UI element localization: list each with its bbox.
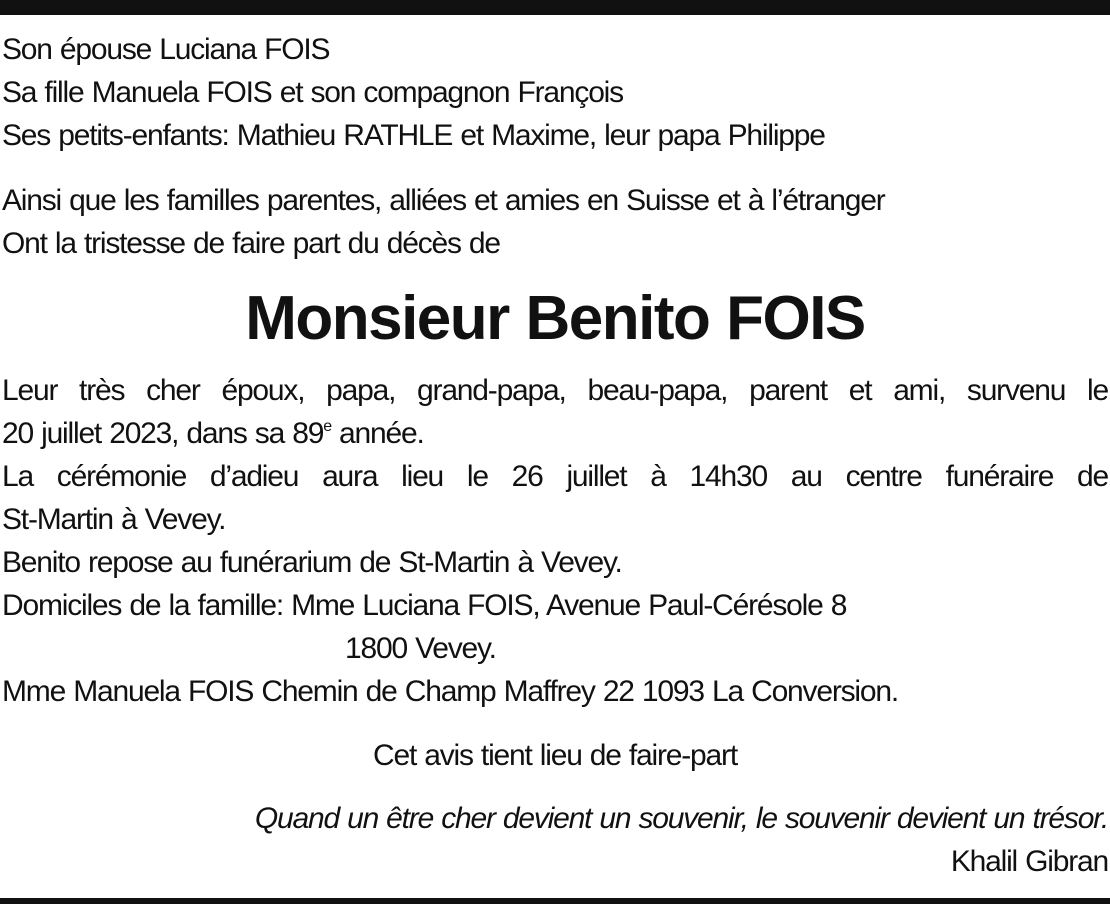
details-line-2: 20 juillet 2023, dans sa 89e année. bbox=[2, 417, 424, 450]
top-border bbox=[0, 0, 1110, 15]
relatives-line: Ainsi que les familles parentes, alliées et amies en Suisse et à l’étranger bbox=[2, 184, 885, 217]
family-line-daughter: Sa fille Manuela FOIS et son compagnon François bbox=[2, 76, 623, 109]
domicile-line: Domiciles de la famille: Mme Luciana FOIS, Avenue Paul-Cérésole 8 bbox=[2, 589, 847, 622]
announcement-line: Ont la tristesse de faire part du décès de bbox=[2, 227, 500, 260]
ceremony-location-line: St-Martin à Vevey. bbox=[2, 503, 226, 536]
details-line-1: Leur très cher époux, papa, grand-papa, beau-papa, parent et ami, survenu le bbox=[2, 374, 1108, 407]
ceremony-line: La cérémonie d’adieu aura lieu le 26 juillet à 14h30 au centre funéraire de bbox=[2, 460, 1108, 493]
family-line-grandchildren: Ses petits-enfants: Mathieu RATHLE et Maxime, leur papa Philippe bbox=[2, 119, 825, 152]
obituary-notice bbox=[2, 28, 1108, 883]
notice-line: Cet avis tient lieu de faire-part bbox=[373, 739, 737, 772]
quote-text: Quand un être cher devient un souvenir, le souvenir devient un trésor. bbox=[254, 802, 1108, 835]
domicile-second-line: Mme Manuela FOIS Chemin de Champ Maffrey 22 1093 La Conversion. bbox=[2, 675, 898, 708]
deceased-name: Monsieur Benito FOIS bbox=[245, 284, 865, 353]
ordinal-suffix: e bbox=[323, 418, 331, 435]
family-line-spouse: Son épouse Luciana FOIS bbox=[2, 33, 330, 66]
repose-line: Benito repose au funérarium de St-Martin à Vevey. bbox=[2, 546, 622, 579]
bottom-border bbox=[0, 898, 1110, 904]
domicile-city-line: 1800 Vevey. bbox=[345, 632, 496, 665]
quote-author: Khalil Gibran bbox=[950, 845, 1108, 878]
